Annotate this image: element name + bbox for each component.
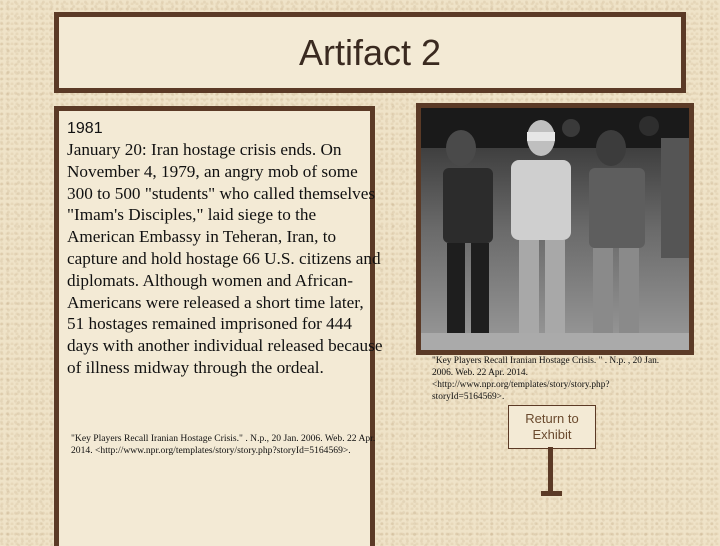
hostage-photo-image — [421, 108, 689, 350]
citation-text-left: "Key Players Recall Iranian Hostage Crisis." . N.p., 20 Jan. 2006. Web. 22 Apr. 2014. <http://www.npr.org/templates/story/story.php?storyId=5164569>. — [71, 433, 376, 456]
citation-text-right: "Key Players Recall Iranian Hostage Crisis. " . N.p. , 20 Jan. 2006. Web. 22 Apr. 2014. <http://www.npr.org/templates/story/story.php?storyId=5164569>. — [432, 356, 660, 402]
artifact-description: January 20: Iran hostage crisis ends. On November 4, 1979, an angry mob of some 300 to 500 "students" who called themselves "Imam's Disciples," laid siege to the American Embassy in Teheran, Iran, to capture and hold hostage 66 U.S. citizens and diplomats. Although women and African-Americans were released a short time later, 51 hostages remained imprisoned for 444 days with another individual released because of illness midway through the ordeal. — [67, 140, 383, 377]
sign-post — [548, 447, 553, 493]
year-label: 1981 — [67, 120, 103, 137]
title-box — [54, 12, 686, 93]
return-to-exhibit-button[interactable] — [508, 405, 596, 449]
sign-base — [541, 491, 562, 496]
page-title: Artifact 2 — [298, 31, 442, 73]
return-button-label: Return to Exhibit — [525, 411, 579, 442]
hostage-photo — [416, 103, 694, 355]
text-panel — [54, 106, 383, 546]
